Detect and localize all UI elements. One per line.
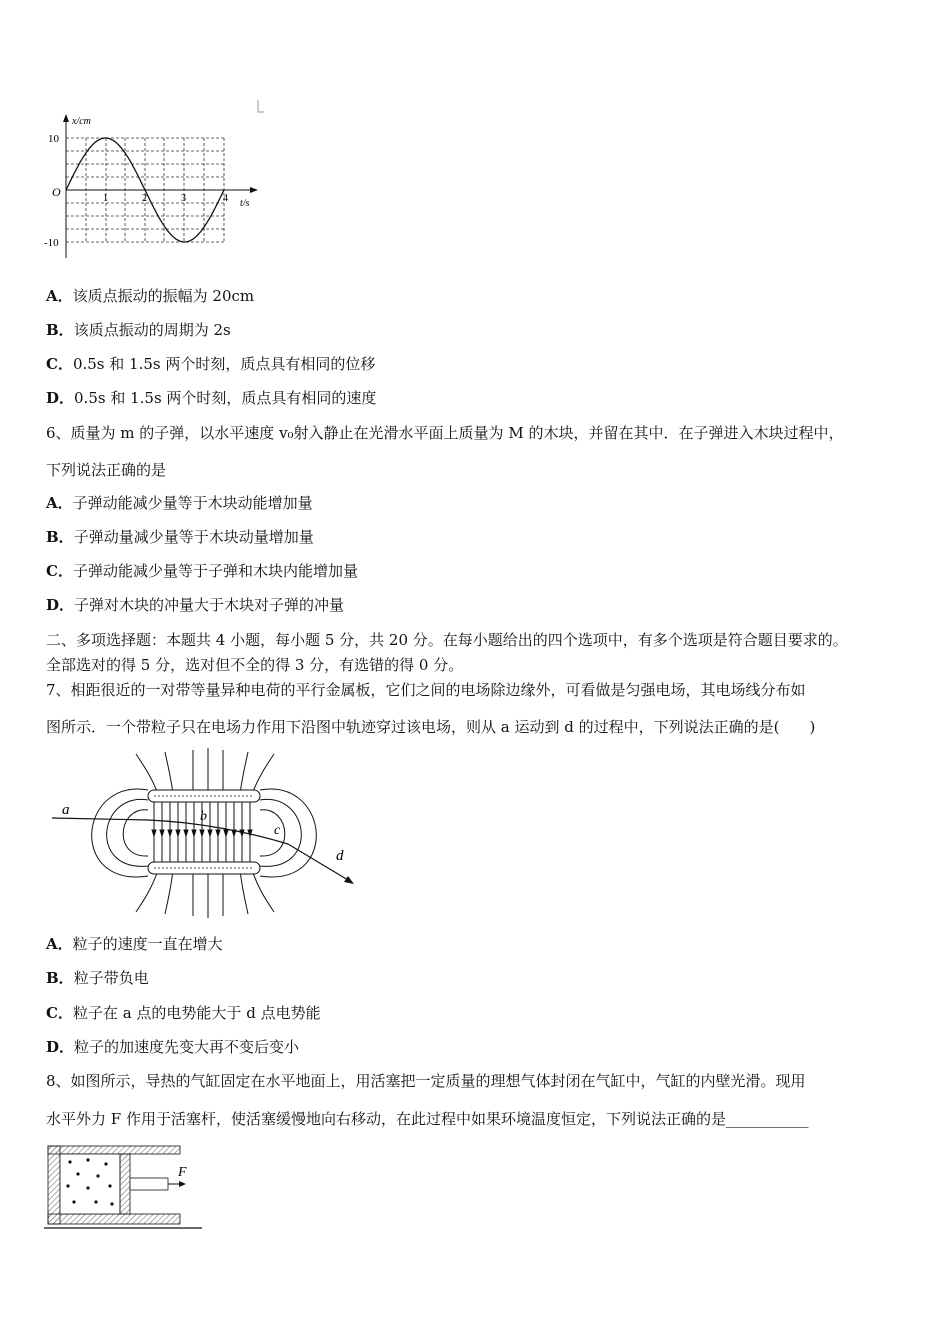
x-tick-2: 2 (142, 193, 147, 204)
field-arrow (224, 830, 228, 836)
q6-option-c[interactable]: C．子弹动能减少量等于子弹和木块内能增加量 (46, 562, 358, 580)
q5-option-a[interactable]: A．该质点振动的振幅为 20cm (46, 287, 255, 305)
origin-label: O (52, 185, 61, 199)
q8-stem-line1: 8、如图所示，导热的气缸固定在水平地面上，用活塞把一定质量的理想气体封闭在气缸中，气缸的内壁光滑。现用 (46, 1072, 806, 1090)
field-arrow (160, 830, 164, 836)
label-d: d (336, 848, 344, 864)
q5-option-c[interactable]: C．0.5s 和 1.5s 两个时刻，质点具有相同的位移 (46, 355, 376, 373)
q6-option-a[interactable]: A．子弹动能减少量等于木块动能增加量 (46, 494, 313, 512)
field-arrow (184, 830, 188, 836)
q7-option-c[interactable]: C．粒子在 a 点的电势能大于 d 点电势能 (46, 1004, 321, 1022)
q6-option-d[interactable]: D．子弹对木块的冲量大于木块对子弹的冲量 (46, 596, 345, 614)
q5-option-d[interactable]: D．0.5s 和 1.5s 两个时刻，质点具有相同的速度 (46, 389, 377, 407)
q7-stem-line1: 7、相距很近的一对带等量异种电荷的平行金属板，它们之间的电场除边缘外，可看做是匀强电场，其电场线分布如 (46, 681, 806, 699)
piston (120, 1154, 130, 1214)
x-tick-4: 4 (223, 193, 228, 204)
force-label: F (178, 1165, 187, 1180)
field-arrow (176, 830, 180, 836)
gas-cylinder-diagram (44, 1142, 206, 1232)
field-arrow (168, 830, 172, 836)
field-arrow (208, 830, 212, 836)
x-tick-3: 3 (181, 193, 186, 204)
x-tick-1: 1 (103, 193, 108, 204)
section2-line1: 二、多项选择题：本题共 4 小题，每小题 5 分，共 20 分。在每小题给出的四个选项中，有多个选项是符合题目要求的。 (46, 631, 848, 649)
piston-rod (130, 1178, 168, 1190)
field-arrow (200, 830, 204, 836)
q6-option-b[interactable]: B．子弹动量减少量等于木块动量增加量 (46, 528, 314, 546)
y-tick-neg10: -10 (44, 237, 59, 249)
q7-option-d[interactable]: D．粒子的加速度先变大再不变后变小 (46, 1038, 300, 1056)
q7-option-a[interactable]: A．粒子的速度一直在增大 (46, 935, 223, 953)
q6-stem-line1: 6、质量为 m 的子弹，以水平速度 v₀射入静止在光滑水平面上质量为 M 的木块，并留在其中．在子弹进入木块过程中， (46, 424, 844, 442)
section2-line2: 全部选对的得 5 分，选对但不全的得 3 分，有选错的得 0 分。 (46, 656, 464, 674)
field-arrow (192, 830, 196, 836)
field-arrow (152, 830, 156, 836)
q7-option-b[interactable]: B．粒子带负电 (46, 969, 149, 987)
y-tick-10: 10 (48, 133, 59, 145)
q7-stem-line2: 图所示．一个带粒子只在电场力作用下沿图中轨迹穿过该电场，则从 a 运动到 d 的过程中，下列说法正确的是( ) (46, 718, 816, 736)
q5-option-b[interactable]: B．该质点振动的周期为 2s (46, 321, 231, 339)
y-axis-label: x/cm (72, 116, 91, 127)
x-axis-label: t/s (240, 198, 250, 209)
q8-stem-line2: 水平外力 F 作用于活塞杆，使活塞缓慢地向右移动，在此过程中如果环境温度恒定，下列说法正确的是___________ (46, 1110, 809, 1128)
label-b: b (200, 809, 207, 824)
vibration-graph (40, 98, 270, 260)
q6-stem-line2: 下列说法正确的是 (46, 461, 167, 479)
field-arrow (216, 830, 220, 836)
label-c: c (274, 823, 281, 838)
label-a: a (62, 802, 70, 818)
electric-field-diagram (48, 748, 360, 918)
